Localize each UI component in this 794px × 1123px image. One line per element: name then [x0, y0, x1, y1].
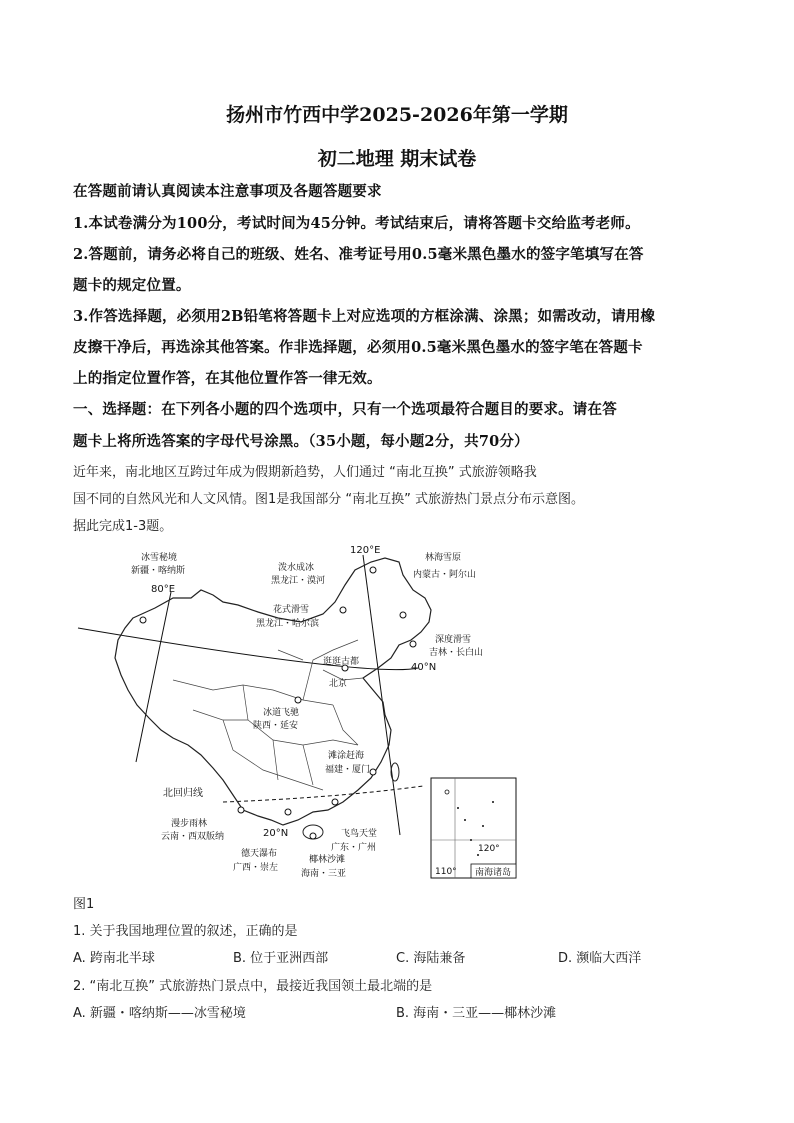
- site-dot-chongzuo: [285, 809, 291, 815]
- tropic-line: [223, 786, 423, 802]
- site-dot-mohe: [370, 567, 376, 573]
- label-ancient-place: 北京: [329, 679, 348, 689]
- label-coconut-place: 海南・三亚: [301, 869, 347, 879]
- intro-line-3: 据此完成1-3题。: [73, 519, 173, 534]
- label-fall-name: 德天瀑布: [241, 849, 278, 859]
- label-ski-place: 黑龙江・哈尔滨: [256, 619, 320, 629]
- label-sled-name: 冰道飞驰: [263, 708, 300, 718]
- label-tropic: 北回归线: [163, 788, 203, 799]
- label-sled-place: 陕西・延安: [253, 721, 299, 731]
- label-forest-place: 内蒙古・阿尔山: [413, 570, 477, 580]
- intro-line-1: 近年来，南北地区互跨过年成为假期新趋势，人们通过 “南北互换” 式旅游领略我: [73, 465, 537, 480]
- inset-title: 南海诸岛: [475, 868, 512, 878]
- label-beach-place: 福建・厦门: [325, 765, 371, 775]
- label-ice-place: 新疆・喀纳斯: [131, 566, 186, 576]
- label-fall-place: 广西・崇左: [233, 863, 279, 873]
- q1-option-b: B. 位于亚洲西部: [233, 951, 329, 966]
- label-lon-120: 120°E: [350, 545, 381, 556]
- china-outline: [115, 558, 431, 825]
- notice-item-3c: 上的指定位置作答，在其他位置作答一律无效。: [73, 370, 382, 387]
- site-dot-xiamen: [370, 769, 376, 775]
- label-ancient-name: 逛逛古都: [323, 657, 360, 667]
- map-svg: [73, 540, 713, 885]
- label-bird-place: 广东・广州: [331, 843, 377, 853]
- q1-option-a: A. 跨南北半球: [73, 951, 155, 966]
- section-heading-a: 一、选择题：在下列各小题的四个选项中，只有一个选项最符合题目的要求。请在答: [73, 401, 617, 418]
- label-pour-place: 黑龙江・漠河: [271, 576, 326, 586]
- q1-stem: 1. 关于我国地理位置的叙述，正确的是: [73, 924, 298, 939]
- notice-item-2a: 2.答题前，请务必将自己的班级、姓名、准考证号用0.5毫米黑色墨水的签字笔填写在答: [73, 246, 644, 263]
- exam-subtitle: 初二地理 期末试卷: [317, 148, 477, 170]
- label-rain-name: 漫步雨林: [171, 819, 208, 829]
- inset-lon-110: 110°: [435, 867, 457, 877]
- section-heading-b: 题卡上将所选答案的字母代号涂黑。（35小题，每小题2分，共70分）: [73, 433, 529, 450]
- site-dot-changbai: [410, 641, 416, 647]
- site-dot-guangzhou: [332, 799, 338, 805]
- site-dot-xishuangbanna: [238, 807, 244, 813]
- label-beach-name: 滩涂赶海: [328, 751, 365, 761]
- label-forest-name: 林海雪原: [425, 553, 462, 563]
- meridian-120e: [363, 555, 400, 835]
- inset-lon-120: 120°: [478, 844, 500, 854]
- label-pour-name: 泼水成冰: [278, 563, 315, 573]
- notice-item-1: 1.本试卷满分为100分，考试时间为45分钟。考试结束后，请将答题卡交给监考老师。: [73, 215, 640, 232]
- label-coconut-name: 椰林沙滩: [309, 855, 346, 865]
- q2-option-a: A. 新疆・喀纳斯——冰雪秘境: [73, 1006, 246, 1021]
- exam-title: 扬州市竹西中学2025-2026年第一学期: [226, 104, 568, 126]
- label-rain-place: 云南・西双版纳: [161, 832, 225, 842]
- south-china-sea-inset: [431, 778, 516, 878]
- q1-option-d: D. 濒临大西洋: [558, 951, 642, 966]
- notice-item-3b: 皮擦干净后，再选涂其他答案。作非选择题，必须用0.5毫米黑色墨水的签字笔在答题卡: [73, 339, 643, 356]
- label-lon-80: 80°E: [151, 584, 176, 595]
- china-tourism-map: [73, 540, 713, 885]
- site-dot-arxan: [340, 607, 346, 613]
- notice-item-3a: 3.作答选择题，必须用2B铅笔将答题卡上对应选项的方框涂满、涂黑；如需改动，请用橡: [73, 308, 656, 325]
- label-deep-name: 深度滑雪: [435, 635, 472, 645]
- q2-stem: 2. “南北互换” 式旅游热门景点中，最接近我国领土最北端的是: [73, 979, 433, 994]
- q1-option-c: C. 海陆兼备: [396, 951, 466, 966]
- q2-option-b: B. 海南・三亚——椰林沙滩: [396, 1006, 557, 1021]
- label-ice-name: 冰雪秘境: [141, 553, 178, 563]
- label-lat-40: 40°N: [411, 662, 437, 673]
- label-deep-place: 吉林・长白山: [429, 648, 484, 658]
- site-dot-kanas: [140, 617, 146, 623]
- site-dot-harbin: [400, 612, 406, 618]
- notice-item-2b: 题卡的规定位置。: [73, 277, 191, 294]
- intro-line-2: 国不同的自然风光和人文风情。图1是我国部分 “南北互换” 式旅游热门景点分布示意图。: [73, 492, 585, 507]
- figure-caption: 图1: [73, 897, 95, 912]
- site-dot-yanan: [295, 697, 301, 703]
- site-dot-sanya: [310, 833, 316, 839]
- label-ski-name: 花式滑雪: [273, 605, 310, 615]
- lat-40n-line: [78, 628, 418, 670]
- notice-heading: 在答题前请认真阅读本注意事项及各题答题要求: [73, 183, 382, 200]
- label-bird-name: 飞鸟天堂: [341, 829, 378, 839]
- label-lat-20: 20°N: [263, 828, 289, 839]
- taiwan-island: [391, 763, 399, 781]
